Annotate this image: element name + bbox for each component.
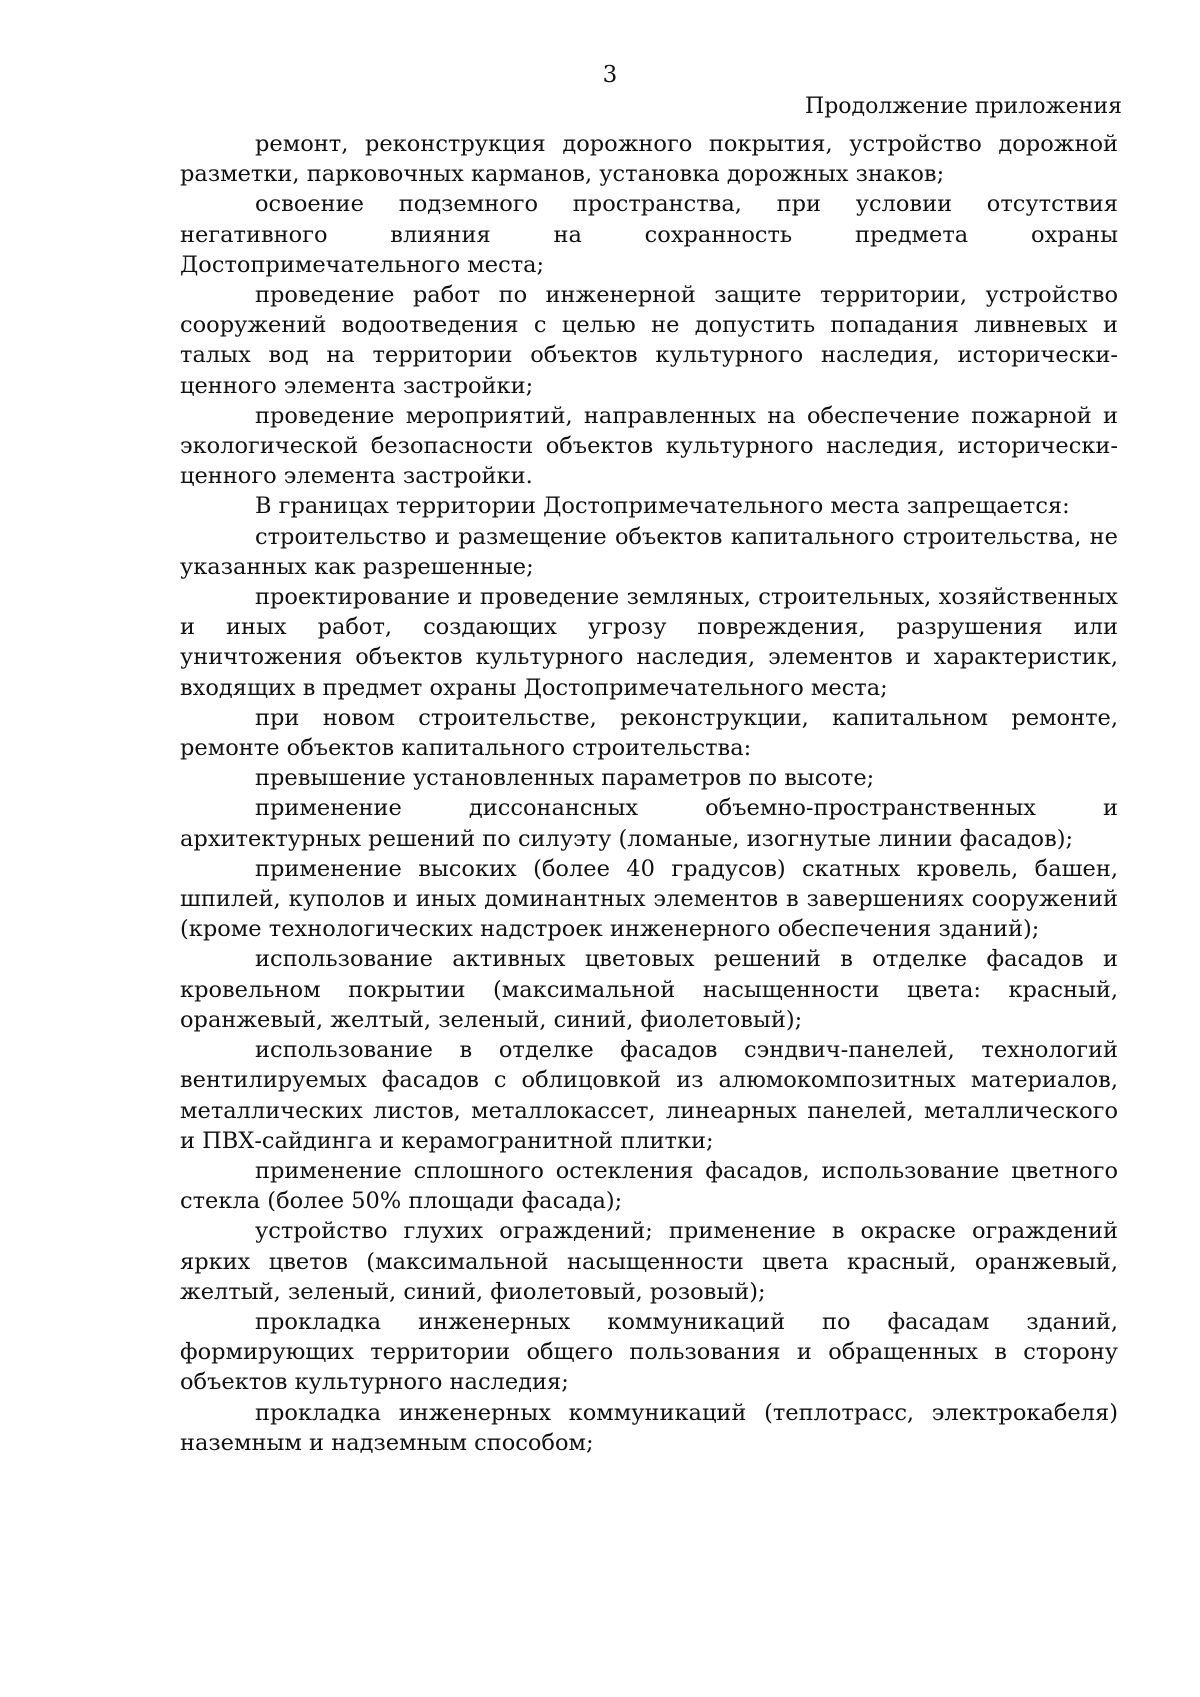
continuation-label: Продолжение приложения (805, 94, 1122, 119)
paragraph: использование в отделке фасадов сэндвич-панелей, технологий вентилируемых фасадов с облицовкой из алюмокомпозитных материалов, металлических листов, металлокассет, линеарных панелей, металлического и ПВХ-сайдинга и керамогранитной плитки; (180, 1037, 1118, 1154)
paragraph: В границах территории Достопримечательного места запрещается: (255, 493, 1070, 520)
paragraph: прокладка инженерных коммуникаций (теплотрасс, электрокабеля) наземным и надземным способом; (180, 1399, 1118, 1456)
paragraph: при новом строительстве, реконструкции, капитальном ремонте, ремонте объектов капитального строительства: (180, 704, 1118, 762)
paragraph: превышение установленных параметров по высоте; (255, 765, 875, 792)
paragraph: освоение подземного пространства, при условии отсутствия негативного влияния на сохранность предмета охраны Достопримечательного места; (180, 191, 1118, 278)
paragraph: применение диссонансных объемно-пространственных и архитектурных решений по силуэту (ломаные, изогнутые линии фасадов); (180, 795, 1118, 852)
paragraph: применение высоких (более 40 градусов) скатных кровель, башен, шпилей, куполов и иных доминантных элементов в завершениях сооружений (кроме технологических надстроек инженерного обеспечения зданий); (180, 855, 1118, 943)
document-body (180, 129, 1118, 1458)
paragraph: применение сплошного остекления фасадов, использование цветного стекла (более 50% площади фасада); (180, 1157, 1118, 1215)
paragraph: ремонт, реконструкция дорожного покрытия, устройство дорожной разметки, парковочных карманов, установка дорожных знаков; (180, 131, 1118, 188)
paragraph: строительство и размещение объектов капитального строительства, не указанных как разрешенные; (180, 523, 1118, 580)
paragraph: проведение мероприятий, направленных на обеспечение пожарной и экологической безопасности объектов культурного наследия, исторически-ценного элемента застройки. (180, 402, 1118, 490)
paragraph: проектирование и проведение земляных, строительных, хозяйственных и иных работ, создающих угрозу повреждения, разрушения или уничтожения объектов культурного наследия, элементов и характеристик, входящих в предмет охраны Достопримечательного места; (180, 584, 1118, 701)
paragraph: устройство глухих ограждений; применение в окраске ограждений ярких цветов (максимальной насыщенности цвета красный, оранжевый, желтый, зеленый, синий, фиолетовый, розовый); (180, 1218, 1118, 1305)
paragraph: использование активных цветовых решений в отделке фасадов и кровельном покрытии (максимальной насыщенности цвета: красный, оранжевый, желтый, зеленый, синий, фиолетовый); (180, 946, 1118, 1033)
paragraph: прокладка инженерных коммуникаций по фасадам зданий, формирующих территории общего пользования и обращенных в сторону объектов культурного наследия; (180, 1308, 1118, 1396)
page-number: 3 (602, 62, 618, 88)
paragraph: проведение работ по инженерной защите территории, устройство сооружений водоотведения с целью не допустить попадания ливневых и талых вод на территории объектов культурного наследия, исторически-ценного элемента застройки; (180, 282, 1118, 399)
